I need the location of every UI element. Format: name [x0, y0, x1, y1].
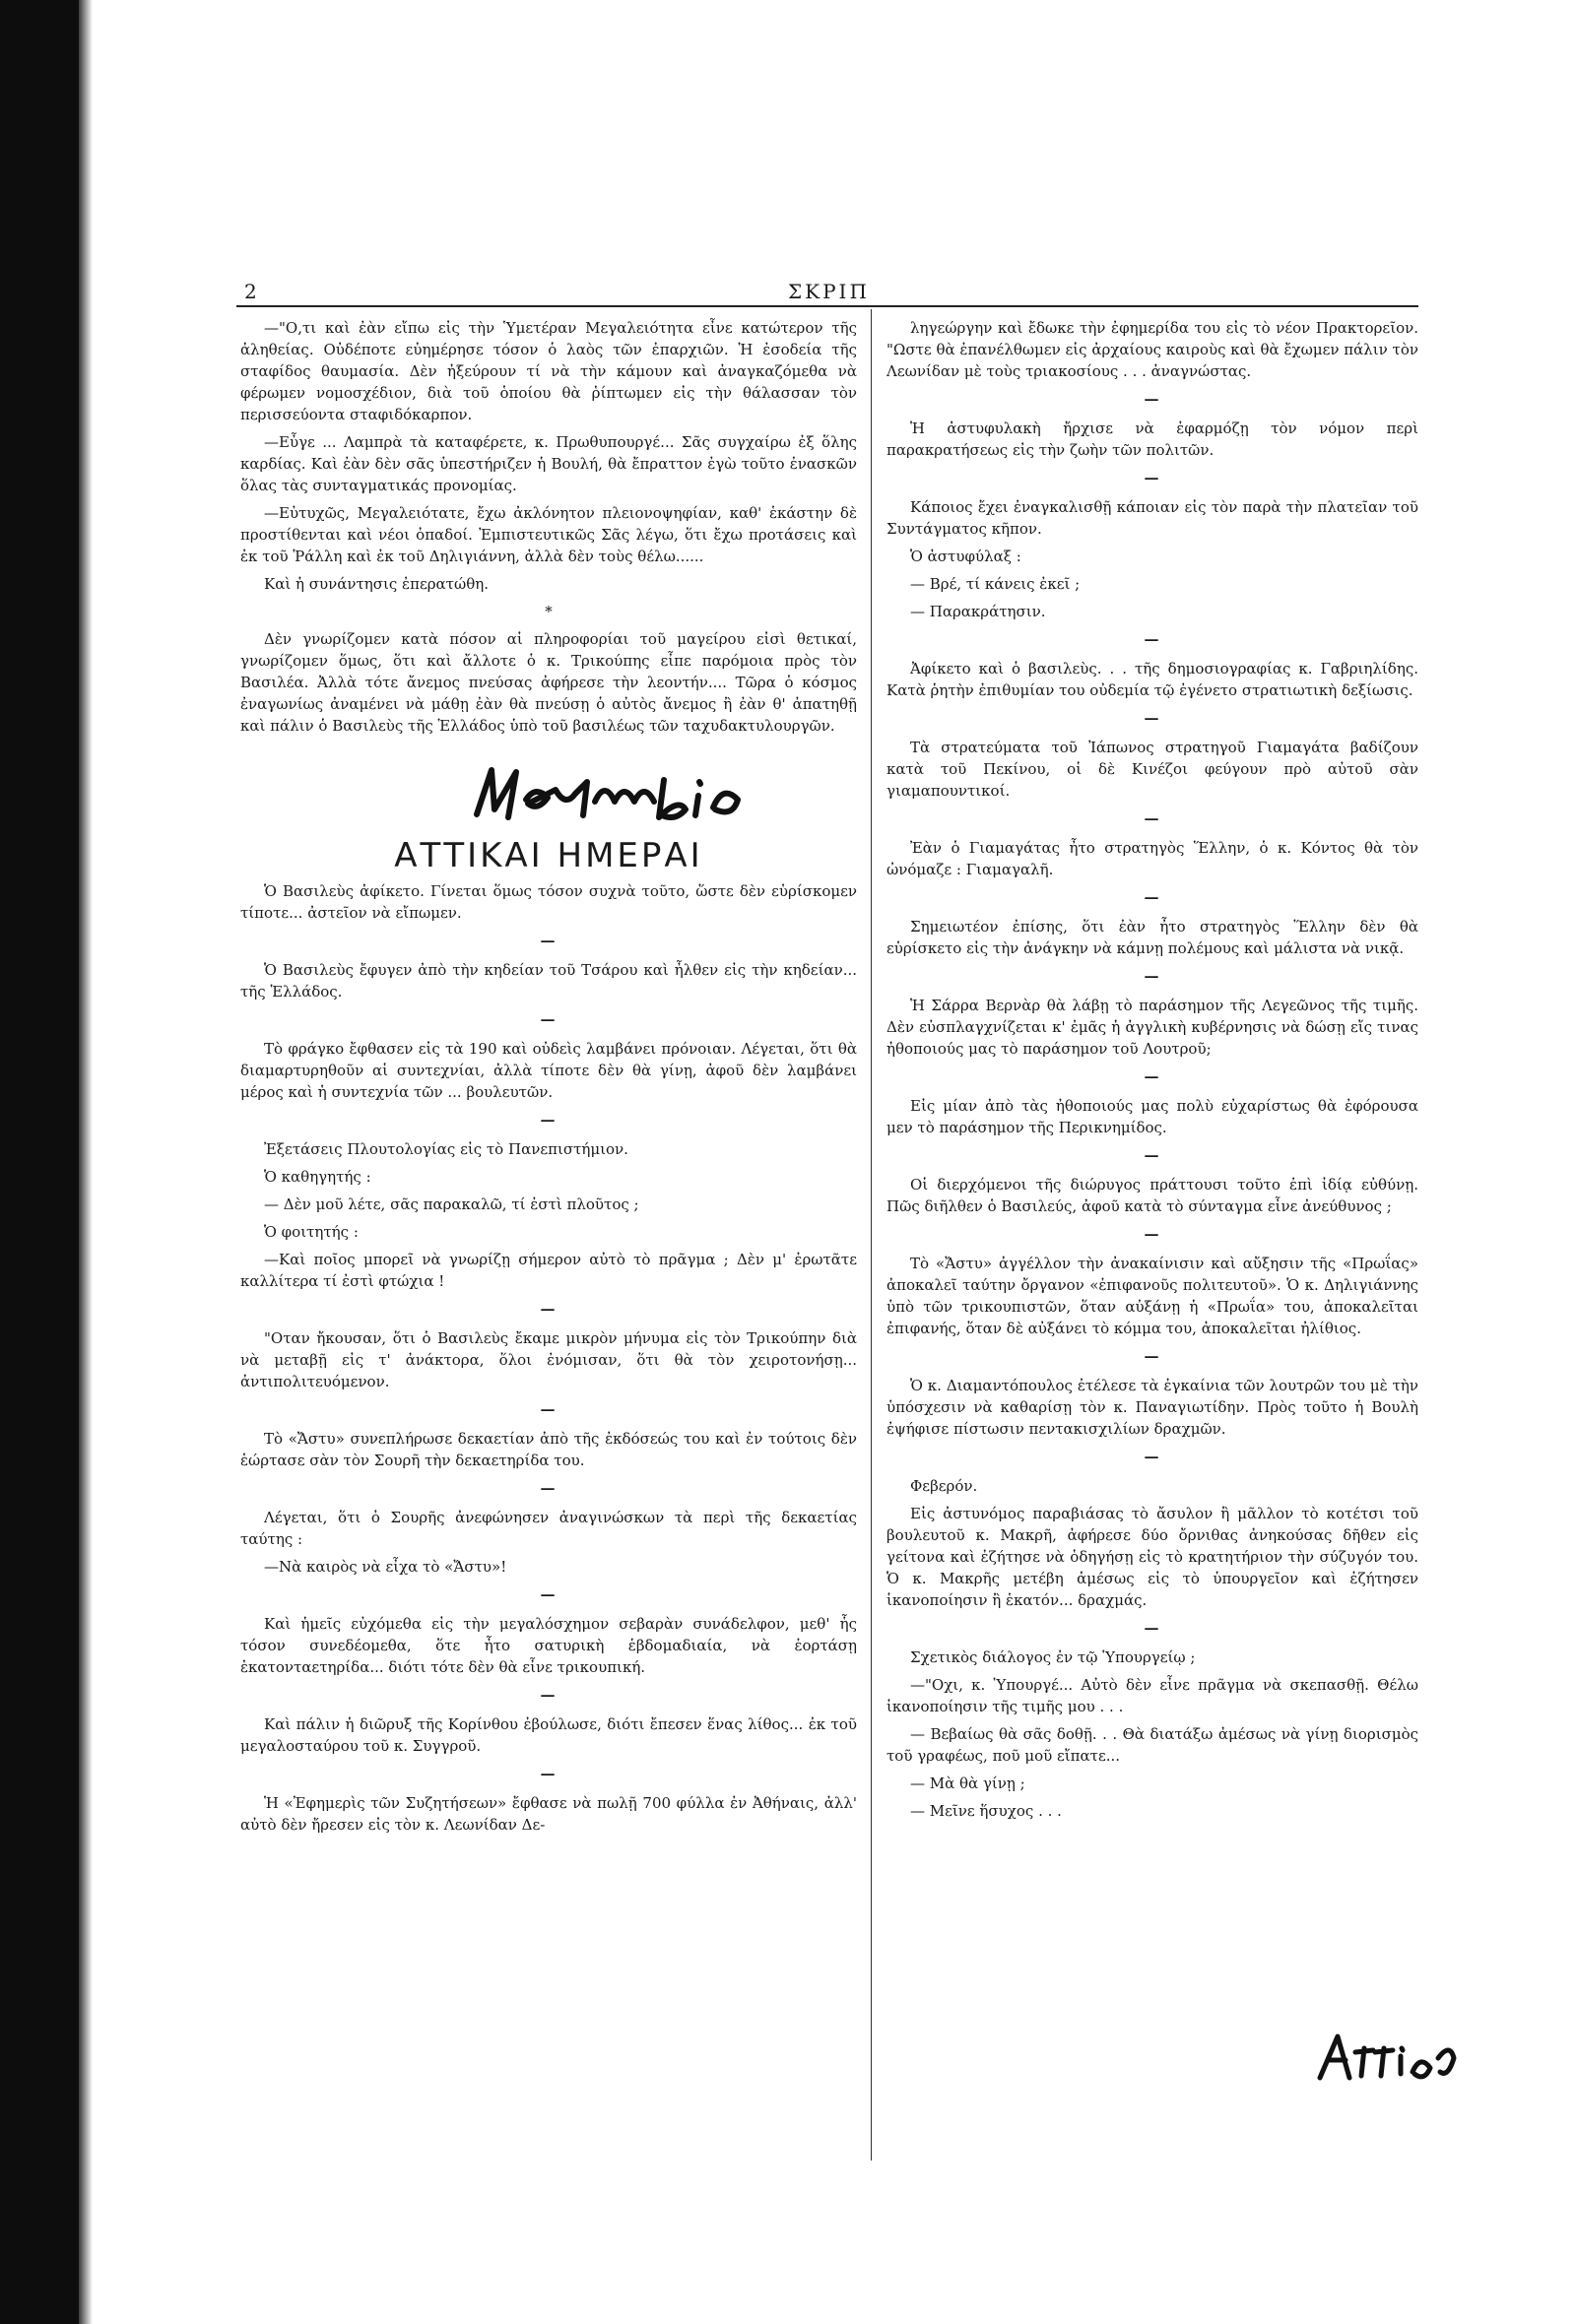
item-separator: —	[1144, 469, 1161, 486]
article-line: Σημειωτέον ἐπίσης, ὅτι ἐὰν ἦτο στρατηγὸς Ἕλλην δὲν θὰ εὑρίσκετο εἰς τὴν ἀνάγκην νὰ κάμνῃ πολέμους καὶ μάλιστα νὰ νικᾷ.	[886, 918, 1418, 957]
article-line: Τὸ «Ἄστυ» συνεπλήρωσε δεκαετίαν ἀπὸ τῆς ἐκδόσεώς του καὶ ἐν τούτοις δὲν ἑώρτασε σὰν τὸν Σουρῆ τὴν δεκαετηρίδα του.	[240, 1430, 857, 1469]
article-line: Λέγεται, ὅτι ὁ Σουρῆς ἀνεφώνησεν ἀναγινώσκων τὰ περὶ τῆς δεκαετίας ταύτης :	[240, 1509, 857, 1548]
article-line: Ἡ Σάρρα Βερνὰρ θὰ λάβῃ τὸ παράσημον τῆς Λεγεῶνος τῆς τιμῆς. Δὲν εὐσπλαγχνίζεται κ' ἐμᾶς ἡ ἀγγλικὴ κυβέρνησις νὰ δώσῃ εἴς τινας ἠθοποιούς μας τὸ παράσημον τοῦ Λουτροῦ;	[886, 997, 1418, 1058]
item-separator: —	[1144, 967, 1161, 985]
article-line: — Παρακράτησιν.	[910, 603, 1046, 620]
article-line: Τὰ στρατεύματα τοῦ Ἰάπωνος στρατηγοῦ Γιαμαγάτα βαδίζουν κατὰ τοῦ Πεκίνου, οἱ δὲ Κινέζοι φεύγουν πρὸ αὐτοῦ σὰν γιαμαπουντικοί.	[886, 739, 1418, 800]
newspaper-page	[236, 266, 1418, 2137]
article-line: Τὸ φράγκο ἔφθασεν εἰς τὰ 190 καὶ οὐδεὶς λαμβάνει πρόνοιαν. Λέγεται, ὅτι θὰ διαμαρτυρηθοῦν αἱ συντεχνίαι, ἀλλὰ τίποτε δὲν θὰ γίνῃ, ἀφοῦ δὲν λαμβάνει μέρος καὶ ἡ συντεχνία τῶν ... βουλευτῶν.	[240, 1040, 857, 1101]
item-separator: —	[1144, 630, 1161, 648]
article-line: "Οταν ἤκουσαν, ὅτι ὁ Βασιλεὺς ἔκαμε μικρὸν μήνυμα εἰς τὸν Τρικούπην διὰ νὰ μεταβῇ εἰς τ' ἀνάκτορα, ὅλοι ἐνόμισαν, ὅτι θὰ τὸν χειροτονήσῃ... ἀντιπολιτευόμενον.	[240, 1329, 857, 1390]
item-separator: —	[1144, 1448, 1161, 1465]
article-line: Ἀφίκετο καὶ ὁ βασιλεὺς. . . τῆς δημοσιογραφίας κ. Γαβριηλίδης. Κατὰ ῥητὴν ἐπιθυμίαν του οὐδεμία τῷ ἐγένετο στρατιωτικὴ δεξίωσις.	[886, 660, 1418, 699]
article-line: Ὁ ἀστυφύλαξ :	[910, 548, 1021, 565]
item-separator: —	[1144, 1146, 1161, 1164]
item-separator: —	[1144, 1347, 1161, 1365]
scan-edge-shadow	[79, 0, 93, 2324]
page-number: 2	[244, 280, 257, 303]
dark-scan-edge	[0, 0, 79, 2324]
article-line: Εἰς ἀστυνόμος παραβιάσας τὸ ἄσυλον ἢ μᾶλλον τὸ κοτέτσι τοῦ βουλευτοῦ κ. Μακρῆ, ἀφήρεσε δύο ὄρνιθας ἀνηκούσας δῆθεν εἰς γείτονα καὶ ἐζήτησε νὰ ὁδηγήσῃ εἰς τὸ κρατητήριον τὴν σύζυγόν του. Ὁ κ. Μακρῆς μετέβη ἀμέσως εἰς τὸ ὑπουργεῖον καὶ ἐζήτησεν ἱκανοποίησιν ἢ ἑκατόν... δραχμάς.	[886, 1505, 1418, 1609]
attikos-signature	[1310, 2029, 1468, 2088]
article-line: Ὁ καθηγητής :	[264, 1168, 371, 1186]
item-separator: —	[540, 1010, 558, 1028]
item-separator: —	[1144, 1225, 1161, 1243]
article-line: Ἐὰν ὁ Γιαμαγάτας ἦτο στρατηγὸς Ἕλλην, ὁ κ. Κόντος θὰ τὸν ὠνόμαζε : Γιαμαγαλῆ.	[886, 839, 1418, 878]
header-rule	[236, 305, 1418, 307]
nespomio-signature	[457, 760, 772, 829]
article-line: Ἡ «Ἐφημερὶς τῶν Συζητήσεων» ἔφθασε νὰ πωλῇ 700 φύλλα ἐν Ἀθήναις, ἀλλ' αὐτὸ δὲν ἤρεσεν εἰς τὸν κ. Λεωνίδαν Δε-	[240, 1794, 857, 1834]
article-paragraph: Δὲν γνωρίζομεν κατὰ πόσον αἱ πληροφορίαι τοῦ μαγείρου εἰσὶ θετικαί, γνωρίζομεν ὅμως, ὅτι καὶ ἄλλοτε ὁ κ. Τρικούπης εἶπε παρόμοια πρὸς τὸν Βασιλέα. Ἀλλὰ τότε ἄνεμος πνεύσας ἀφήρεσε τὴν λεοντήν.... Τῶρα ὁ κόσμος ἐναγωνίως ἀναμένει νὰ μάθῃ ἐὰν θὰ πνεύσῃ ὁ αὐτὸς ἄνεμος ἢ ἐὰν θ' ἀπατηθῇ καὶ πάλιν ὁ Βασιλεὺς τῆς Ἑλλάδος ὑπὸ τοῦ βασιλέως τῶν ταχυδακτυλουργῶν.	[240, 630, 857, 735]
right-column-items	[886, 317, 1418, 1822]
article-line: Ὁ Βασιλεὺς ἀφίκετο. Γίνεται ὅμως τόσον συχνὰ τοῦτο, ὥστε δὲν εὑρίσκομεν τίποτε... ἀστεῖον νὰ εἴπωμεν.	[240, 882, 857, 922]
article-line: Τὸ «Ἄστυ» ἀγγέλλον τὴν ἀνακαίνισιν καὶ αὔξησιν τῆς «Πρωΐας» ἀποκαλεῖ ταύτην ὄργανον «ἐπιφανοῦς πολιτευτοῦ». Ὁ κ. Δηλιγιάννης ὑπὸ τῶν τρικουπιστῶν, ὅταν αὐξάνῃ ἡ «Πρωΐα» του, ἀποκαλεῖται ἐπιφανής, ὅταν δὲ αὐξάνει τὸ κόμμα του, ἀποκαλεῖται ἠλίθιος.	[886, 1255, 1418, 1337]
article-line: — Δὲν μοῦ λέτε, σᾶς παρακαλῶ, τί ἐστὶ πλοῦτος ;	[264, 1195, 639, 1213]
newspaper-title: ΣΚΡΙΠ	[788, 280, 870, 303]
item-separator: —	[1144, 888, 1161, 906]
left-column	[240, 317, 857, 1841]
item-separator: —	[1144, 390, 1161, 408]
article-line: Φεβερόν.	[910, 1477, 978, 1495]
article-line: Καὶ πάλιν ἡ διῶρυξ τῆς Κορίνθου ἐβούλωσε, διότι ἔπεσεν ἕνας λίθος... ἐκ τοῦ μεγαλοσταύρου τοῦ κ. Συγγροῦ.	[240, 1715, 857, 1755]
article-line: Εἰς μίαν ἀπὸ τὰς ἠθοποιούς μας πολὺ εὐχαρίστως θὰ ἐφόρουσα μεν τὸ παράσημον τῆς Περικνημίδος.	[886, 1097, 1418, 1136]
article-paragraph: —Εὖγε ... Λαμπρὰ τὰ καταφέρετε, κ. Πρωθυπουργέ... Σᾶς συγχαίρω ἐξ ὅλης καρδίας. Καὶ ἐὰν δὲν σᾶς ὑπεστήριζεν ἡ Βουλή, θὰ ἔπραττον ἐγὼ τοῦτο ἐνασκῶν ὅλας τὰς συνταγματικάς προνομίας.	[240, 433, 857, 494]
section-title: ΑΤΤΙΚΑΙ ΗΜΕΡΑΙ	[394, 836, 703, 875]
item-separator: —	[1144, 809, 1161, 827]
article-line: Σχετικὸς διάλογος ἐν τῷ Ὑπουργείῳ ;	[910, 1648, 1196, 1666]
article-line: —"Οχι, κ. Ὑπουργέ... Αὐτὸ δὲν εἶνε πρᾶγμα νὰ σκεπασθῇ. Θέλω ἱκανοποίησιν τῆς τιμῆς μου . . .	[886, 1676, 1418, 1715]
article-paragraph: —"Ο,τι καὶ ἐὰν εἴπω εἰς τὴν Ὑμετέραν Μεγαλειότητα εἶνε κατώτερον τῆς ἀληθείας. Οὐδέποτε εὐημέρησε τόσον ὁ λαὸς τῶν ἐπαρχιῶν. Ἡ ἐσοδεία τῆς σταφίδος θαυμασία. Δὲν ἠξεύρουν τί νὰ τὴν κάμουν καὶ ἀναγκαζόμεθα νὰ φέρωμεν νομοσχέδιον, διὰ τοῦ ὁποίου θὰ ῥίπτωμεν εἰς τὴν θάλασσαν τὸν περισσεύοντα σταφιδόκαρπον.	[240, 319, 857, 423]
article-line: — Βρέ, τί κάνεις ἐκεῖ ;	[910, 575, 1081, 593]
article-line: Ὁ κ. Διαμαντόπουλος ἐτέλεσε τὰ ἐγκαίνια τῶν λουτρῶν του μὲ τὴν ὑπόσχεσιν νὰ καθαρίσῃ τὸν κ. Παναγιωτίδην. Πρὸς τοῦτο ἡ Βουλὴ ἐψήφισε πίστωσιν πεντακισχιλίων δραχμῶν.	[886, 1377, 1418, 1438]
left-column-items	[240, 880, 857, 1836]
article-line: Ὁ φοιτητής :	[264, 1223, 359, 1241]
item-separator: —	[540, 932, 558, 949]
item-separator: —	[1144, 1619, 1161, 1637]
article-paragraph: —Εὐτυχῶς, Μεγαλειότατε, ἔχω ἀκλόνητον πλειονοψηφίαν, καθ' ἑκάστην δὲ προστίθενται καὶ νέοι ὀπαδοί. Ἐμπιστευτικῶς Σᾶς λέγω, ὅτι ἔχω προτάσεις καὶ ἐκ τοῦ Ῥάλλη καὶ ἐκ τοῦ Δηλιγιάννη, ἀλλὰ δὲν τοὺς θέλω......	[240, 504, 857, 565]
article-line: Κάποιος ἔχει ἐναγκαλισθῇ κάποιαν εἰς τὸν παρὰ τὴν πλατεῖαν τοῦ Συντάγματος κῆπον.	[886, 498, 1418, 538]
article-line: — Μὰ θὰ γίνῃ ;	[910, 1775, 1025, 1792]
column-divider	[871, 309, 872, 2161]
left-column-intro	[240, 317, 857, 595]
article-line: — Μεῖνε ἥσυχος . . .	[910, 1802, 1062, 1820]
section-star: *	[545, 603, 553, 620]
article-line: Οἱ διερχόμενοι τῆς διώρυγος πράττουσι τοῦτο ἐπὶ ἰδίᾳ εὐθύνῃ. Πῶς διῆλθεν ὁ Βασιλεύς, ἀφοῦ κατὰ τὸ σύνταγμα εἶνε ἀνεύθυνος ;	[886, 1176, 1418, 1215]
item-separator: —	[540, 1686, 558, 1704]
article-line: Καὶ ἡμεῖς εὐχόμεθα εἰς τὴν μεγαλόσχημον σεβαρὰν συνάδελφον, μεθ' ἧς τόσον συνεδέομεθα, ὅτε ἦτο σατυρικὴ ἑβδομαδιαία, νὰ ἑορτάσῃ ἑκατονταετηρίδα... διότι τότε δὲν θὰ εἶνε τρικουπική.	[240, 1615, 857, 1676]
article-line: Ὁ Βασιλεὺς ἔφυγεν ἀπὸ τὴν κηδείαν τοῦ Τσάρου καὶ ἦλθεν εἰς τὴν κηδείαν... τῆς Ἑλλάδος.	[240, 961, 857, 1001]
item-separator: —	[540, 1400, 558, 1418]
article-line: —Νὰ καιρὸς νὰ εἶχα τὸ «Ἄστυ»!	[264, 1558, 507, 1576]
article-line: Ἡ ἀστυφυλακὴ ἤρχισε νὰ ἐφαρμόζῃ τὸν νόμον περὶ παρακρατήσεως εἰς τὴν ζωὴν τῶν πολιτῶν.	[886, 420, 1418, 459]
item-separator: —	[540, 1479, 558, 1497]
article-paragraph: Καὶ ἡ συνάντησις ἐπερατώθη.	[264, 575, 489, 593]
item-separator: —	[540, 1111, 558, 1129]
article-line: ληγεώργην καὶ ἔδωκε τὴν ἐφημερίδα του εἰς τὸ νέον Πρακτορεῖον. "Ωστε θὰ ἐπανέλθωμεν εἰς ἀρχαίους καιροὺς καὶ θὰ ἔχωμεν πάλιν τὸν Λεωνίδαν μὲ τοὺς τριακοσίους . . . ἀναγνώστας.	[886, 319, 1418, 380]
right-column	[886, 317, 1418, 1828]
article-line: Ἐξετάσεις Πλουτολογίας εἰς τὸ Πανεπιστήμιον.	[264, 1140, 628, 1158]
article-line: —Καὶ ποῖος μπορεῖ νὰ γνωρίζῃ σήμερον αὐτὸ τὸ πρᾶγμα ; Δὲν μ' ἐρωτᾶτε καλλίτερα τί ἐστὶ φτώχια !	[240, 1251, 857, 1290]
item-separator: —	[1144, 709, 1161, 727]
article-line: — Βεβαίως θὰ σᾶς δοθῇ. . . Θὰ διατάξω ἀμέσως νὰ γίνῃ διορισμὸς τοῦ γραφέως, ποῦ μοῦ εἴπατε...	[886, 1725, 1418, 1765]
item-separator: —	[540, 1765, 558, 1782]
item-separator: —	[540, 1585, 558, 1603]
item-separator: —	[540, 1300, 558, 1318]
item-separator: —	[1144, 1067, 1161, 1085]
